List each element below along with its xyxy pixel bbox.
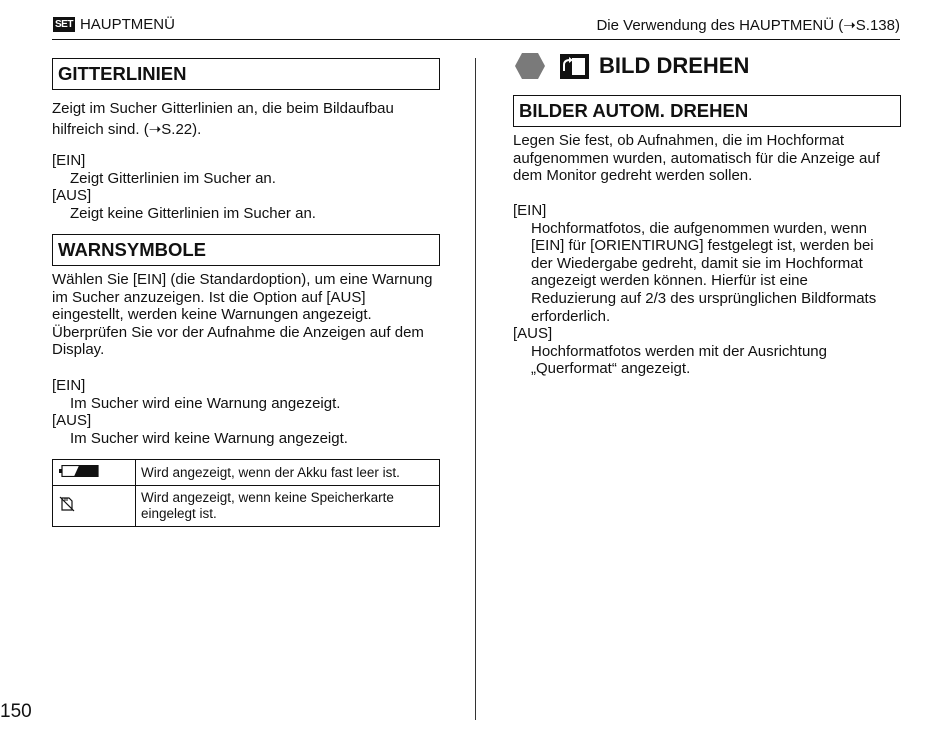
column-divider [475,58,476,720]
warnsymbole-option-ein-desc: Im Sucher wird eine Warnung angezeigt. [70,394,341,412]
gitterlinien-option-aus-desc: Zeigt keine Gitterlinien im Sucher an. [70,204,316,222]
bilder-option-aus-desc [513,343,913,378]
bilder-option-ein-desc-line: der Wiedergabe gedreht, damit sie im Hochformat [531,254,863,272]
table-cell-text: eingelegt ist. [141,506,217,521]
warnsymbole-intro-line: Display. [52,341,105,359]
table-text-cell [136,460,440,486]
bild-drehen-title: BILD DREHEN [599,53,750,78]
bilder-option-ein-desc-line: erforderlich. [531,307,611,325]
warnsymbole-intro-line: eingestellt, werden keine Warnungen angezeigt. [52,306,372,324]
bilder-intro-line: aufgenommen wurden, automatisch für die Anzeige auf [513,149,880,167]
gitterlinien-intro-line-1: Zeigt im Sucher Gitterlinien an, die beim Bildaufbau [52,100,394,117]
gitterlinien-intro-line-2: hilfreich sind. (➝S.22). [52,121,202,138]
bilder-option-aus-desc-line: Hochformatfotos werden mit der Ausrichtung [531,342,827,360]
page-number: 150 [0,701,32,722]
no-card-icon [59,496,75,512]
warnsymbole-option-aus-desc: Im Sucher wird keine Warnung angezeigt. [70,429,348,447]
header-divider [52,39,900,40]
warnsymbole-heading: WARNSYMBOLE [52,234,440,266]
bilder-intro-line: dem Monitor gedreht werden sollen. [513,167,753,185]
bilder-option-ein-desc [513,220,913,326]
gitterlinien-option-aus-label: [AUS] [52,187,92,205]
gitterlinien-intro [52,98,447,140]
warning-symbols-table [52,459,440,527]
bilder-autom-drehen-intro [513,132,908,185]
bilder-intro-line: Legen Sie fest, ob Aufnahmen, die im Hochformat [513,132,845,149]
battery-low-icon [59,465,99,477]
bilder-option-ein-label: [EIN] [513,202,547,219]
warnsymbole-intro-line: Wählen Sie [EIN] (die Standardoption), um eine Warnung [52,271,433,288]
warnsymbole-option-ein-label: [EIN] [52,377,86,394]
table-cell-text: Wird angezeigt, wenn keine Speicherkarte [141,490,394,505]
bilder-option-ein-desc-line: Reduzierung auf 2/3 des ursprünglichen Bildformats [531,289,877,307]
gitterlinien-options [52,152,447,222]
table-cell-text: Wird angezeigt, wenn der Akku fast leer ist. [141,464,400,480]
warnsymbole-intro [52,271,447,359]
warnsymbole-intro-line: Überprüfen Sie vor der Aufnahme die Anzeigen auf dem [52,323,424,341]
warnsymbole-option-aus-label: [AUS] [52,412,92,430]
header-section-label [53,16,175,33]
gitterlinien-option-ein-label: [EIN] [52,152,86,169]
bilder-autom-drehen-options [513,202,913,378]
rotate-image-icon [560,54,589,79]
table-icon-cell [53,486,136,527]
warnsymbole-intro-line: im Sucher anzuzeigen. Ist die Option auf [AUS] [52,288,366,306]
set-menu-icon: SET [55,19,73,30]
gitterlinien-option-ein-desc: Zeigt Gitterlinien im Sucher an. [70,169,276,187]
header-left-label: HAUPTMENÜ [79,16,175,33]
bilder-option-aus-desc-line: „Querformat“ angezeigt. [531,360,691,378]
bilder-option-aus-label: [AUS] [513,325,553,343]
gitterlinien-heading: GITTERLINIEN [52,58,440,90]
header-right-label: Die Verwendung des HAUPTMENÜ (➝S.138) [596,17,900,34]
bilder-option-ein-desc-line: Hochformatfotos, die aufgenommen wurden, wenn [531,219,868,237]
bilder-option-ein-desc-line: [EIN] für [ORIENTIRUNG] festgelegt ist, werden bei [531,237,874,255]
table-text-cell [136,486,440,527]
bilder-autom-drehen-heading: BILDER AUTOM. DREHEN [513,95,901,127]
table-icon-cell [53,460,136,486]
bilder-option-ein-desc-line: angezeigt werden können. Hierfür ist eine [531,272,808,290]
hexagon-marker-icon [514,52,546,80]
warnsymbole-options [52,377,447,447]
table-row [53,460,440,486]
table-row [53,486,440,527]
